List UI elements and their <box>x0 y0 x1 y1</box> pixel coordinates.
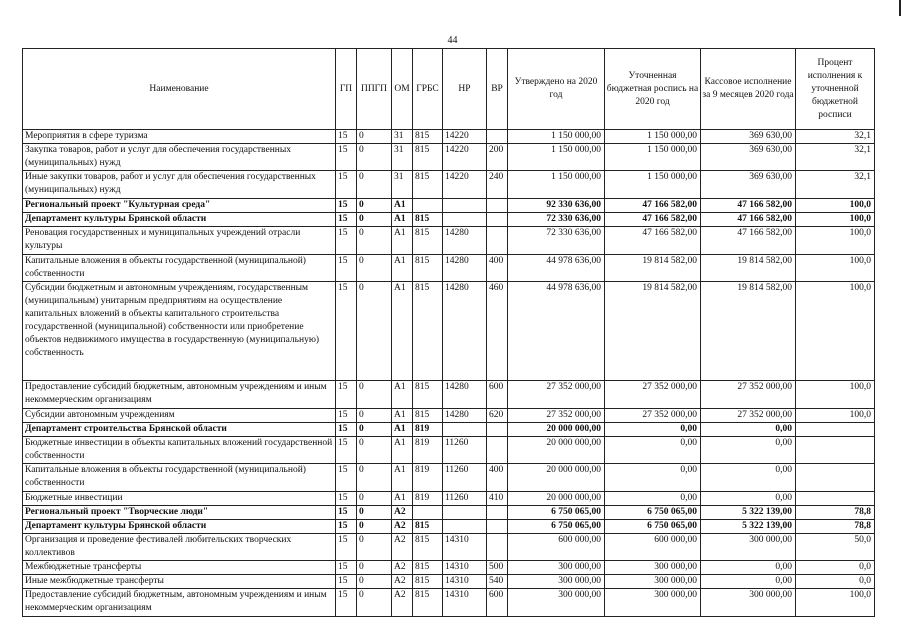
cell-percent: 78,8 <box>796 506 875 520</box>
cell-nr: 14220 <box>443 171 487 199</box>
cell-cash: 19 814 582,00 <box>701 255 796 282</box>
cell-ppgp: 0 <box>357 506 392 520</box>
cell-grbs: 819 <box>413 437 443 464</box>
cell-name: Иные межбюджетные трансферты <box>23 575 336 589</box>
cell-gp: 15 <box>336 534 357 561</box>
cell-percent: 100,0 <box>796 199 875 213</box>
cell-gp: 15 <box>336 381 357 409</box>
header-name: Наименование <box>23 49 336 130</box>
cell-vr: 200 <box>487 144 508 171</box>
header-ppgp: ППГП <box>357 49 392 130</box>
cell-ppgp: 0 <box>357 575 392 589</box>
cell-vr: 540 <box>487 575 508 589</box>
cell-cash: 369 630,00 <box>701 171 796 199</box>
cell-percent: 32,1 <box>796 171 875 199</box>
cell-name: Предоставление субсидий бюджетным, автономным учреждениям и иным некоммерческим организациям <box>23 381 336 409</box>
cell-gp: 15 <box>336 130 357 144</box>
cell-grbs: 815 <box>413 381 443 409</box>
table-row <box>23 423 875 437</box>
cell-name: Региональный проект "Культурная среда" <box>23 199 336 213</box>
cell-name: Региональный проект "Творческие люди" <box>23 506 336 520</box>
cell-approved: 1 150 000,00 <box>508 130 605 144</box>
cell-nr <box>443 506 487 520</box>
cell-om: A1 <box>392 213 413 227</box>
cell-ppgp: 0 <box>357 282 392 381</box>
cell-vr: 400 <box>487 255 508 282</box>
cell-percent: 32,1 <box>796 144 875 171</box>
cell-vr: 460 <box>487 282 508 381</box>
cell-vr <box>487 199 508 213</box>
cell-percent: 0,0 <box>796 575 875 589</box>
cell-gp: 15 <box>336 282 357 381</box>
cell-nr: 14280 <box>443 282 487 381</box>
cell-ppgp: 0 <box>357 227 392 255</box>
cell-approved: 72 330 636,00 <box>508 213 605 227</box>
cell-gp: 15 <box>336 589 357 617</box>
cell-vr <box>487 423 508 437</box>
cell-name: Мероприятия в сфере туризма <box>23 130 336 144</box>
cell-om: A1 <box>392 199 413 213</box>
cell-om: A1 <box>392 227 413 255</box>
cell-vr <box>487 227 508 255</box>
cell-om: A1 <box>392 423 413 437</box>
table-row <box>23 199 875 213</box>
header-refined: Уточненная бюджетная роспись на 2020 год <box>605 49 701 130</box>
table-row <box>23 171 875 199</box>
cell-grbs: 815 <box>413 255 443 282</box>
cell-approved: 1 150 000,00 <box>508 144 605 171</box>
cell-cash: 0,00 <box>701 437 796 464</box>
cell-ppgp: 0 <box>357 255 392 282</box>
table-row <box>23 437 875 464</box>
cell-ppgp: 0 <box>357 381 392 409</box>
cell-name: Капитальные вложения в объекты государственной (муниципальной) собственности <box>23 255 336 282</box>
header-percent: Процент исполнения к уточненной бюджетной росписи <box>796 49 875 130</box>
cell-name: Межбюджетные трансферты <box>23 561 336 575</box>
cell-ppgp: 0 <box>357 437 392 464</box>
cell-vr: 600 <box>487 381 508 409</box>
cell-ppgp: 0 <box>357 534 392 561</box>
cell-nr <box>443 520 487 534</box>
cell-gp: 15 <box>336 255 357 282</box>
cell-grbs: 815 <box>413 144 443 171</box>
cell-cash: 369 630,00 <box>701 130 796 144</box>
cell-cash: 0,00 <box>701 492 796 506</box>
cell-refined: 300 000,00 <box>605 589 701 617</box>
cell-gp: 15 <box>336 171 357 199</box>
cell-vr <box>487 534 508 561</box>
cell-om: A1 <box>392 464 413 492</box>
cell-om: 31 <box>392 130 413 144</box>
cell-vr: 240 <box>487 171 508 199</box>
cell-grbs: 815 <box>413 409 443 423</box>
cell-vr <box>487 520 508 534</box>
cell-cash: 0,00 <box>701 423 796 437</box>
cell-percent: 32,1 <box>796 130 875 144</box>
cell-percent: 100,0 <box>796 282 875 381</box>
cell-nr: 14310 <box>443 534 487 561</box>
cell-approved: 20 000 000,00 <box>508 423 605 437</box>
cell-ppgp: 0 <box>357 171 392 199</box>
budget-execution-table <box>22 48 875 617</box>
cell-name: Иные закупки товаров, работ и услуг для обеспечения государственных (муниципальных) нужд <box>23 171 336 199</box>
cell-om: A1 <box>392 282 413 381</box>
cell-cash: 5 322 139,00 <box>701 520 796 534</box>
cell-gp: 15 <box>336 561 357 575</box>
cell-gp: 15 <box>336 575 357 589</box>
cell-nr: 14310 <box>443 561 487 575</box>
cell-om: A2 <box>392 520 413 534</box>
cell-cash: 369 630,00 <box>701 144 796 171</box>
cell-name: Организация и проведение фестивалей любительских творческих коллективов <box>23 534 336 561</box>
cell-om: A1 <box>392 492 413 506</box>
table-row <box>23 144 875 171</box>
cell-name: Субсидии автономным учреждениям <box>23 409 336 423</box>
header-nr: НР <box>443 49 487 130</box>
cell-refined: 27 352 000,00 <box>605 409 701 423</box>
cell-refined: 47 166 582,00 <box>605 227 701 255</box>
cell-nr: 14310 <box>443 575 487 589</box>
cell-grbs: 815 <box>413 130 443 144</box>
cell-grbs: 819 <box>413 464 443 492</box>
cell-grbs: 815 <box>413 520 443 534</box>
cell-refined: 47 166 582,00 <box>605 199 701 213</box>
cell-name: Реновация государственных и муниципальных учреждений отрасли культуры <box>23 227 336 255</box>
cell-percent: 100,0 <box>796 409 875 423</box>
cell-cash: 300 000,00 <box>701 534 796 561</box>
cell-cash: 19 814 582,00 <box>701 282 796 381</box>
cell-grbs: 815 <box>413 534 443 561</box>
cell-om: A2 <box>392 561 413 575</box>
cell-nr: 14220 <box>443 144 487 171</box>
cell-grbs: 819 <box>413 423 443 437</box>
cell-name: Бюджетные инвестиции <box>23 492 336 506</box>
cell-approved: 300 000,00 <box>508 575 605 589</box>
cell-ppgp: 0 <box>357 144 392 171</box>
table-row <box>23 227 875 255</box>
cell-om: A2 <box>392 506 413 520</box>
cell-refined: 27 352 000,00 <box>605 381 701 409</box>
cell-percent: 100,0 <box>796 255 875 282</box>
cell-approved: 1 150 000,00 <box>508 171 605 199</box>
cell-grbs: 815 <box>413 227 443 255</box>
cell-vr: 620 <box>487 409 508 423</box>
cell-nr: 11260 <box>443 437 487 464</box>
cell-grbs: 815 <box>413 282 443 381</box>
table-row <box>23 381 875 409</box>
table-row <box>23 575 875 589</box>
cell-nr <box>443 199 487 213</box>
cell-cash: 27 352 000,00 <box>701 409 796 423</box>
table-row <box>23 213 875 227</box>
cell-approved: 6 750 065,00 <box>508 506 605 520</box>
cell-ppgp: 0 <box>357 409 392 423</box>
cell-nr: 14280 <box>443 409 487 423</box>
cell-percent: 78,8 <box>796 520 875 534</box>
cell-cash: 0,00 <box>701 575 796 589</box>
cell-percent: 100,0 <box>796 589 875 617</box>
table-row <box>23 589 875 617</box>
cell-refined: 1 150 000,00 <box>605 171 701 199</box>
cell-nr: 14310 <box>443 589 487 617</box>
cell-percent: 100,0 <box>796 381 875 409</box>
cell-ppgp: 0 <box>357 492 392 506</box>
cell-vr: 600 <box>487 589 508 617</box>
cell-approved: 6 750 065,00 <box>508 520 605 534</box>
cell-name: Закупка товаров, работ и услуг для обеспечения государственных (муниципальных) нужд <box>23 144 336 171</box>
cell-gp: 15 <box>336 144 357 171</box>
cell-gp: 15 <box>336 464 357 492</box>
cell-refined: 300 000,00 <box>605 575 701 589</box>
cell-grbs: 815 <box>413 171 443 199</box>
table-row <box>23 534 875 561</box>
cell-cash: 0,00 <box>701 464 796 492</box>
cell-approved: 300 000,00 <box>508 589 605 617</box>
cell-ppgp: 0 <box>357 213 392 227</box>
cell-vr <box>487 506 508 520</box>
cell-refined: 1 150 000,00 <box>605 144 701 171</box>
cell-grbs: 815 <box>413 213 443 227</box>
cell-grbs <box>413 506 443 520</box>
cell-cash: 300 000,00 <box>701 589 796 617</box>
cell-refined: 1 150 000,00 <box>605 130 701 144</box>
cell-cash: 0,00 <box>701 561 796 575</box>
cell-ppgp: 0 <box>357 423 392 437</box>
table-row <box>23 506 875 520</box>
cell-percent <box>796 423 875 437</box>
cell-percent <box>796 437 875 464</box>
cell-gp: 15 <box>336 213 357 227</box>
cell-om: A1 <box>392 255 413 282</box>
cell-vr <box>487 213 508 227</box>
page-number: 44 <box>447 35 458 46</box>
cell-refined: 0,00 <box>605 423 701 437</box>
cell-nr: 14280 <box>443 255 487 282</box>
cell-approved: 20 000 000,00 <box>508 492 605 506</box>
cell-gp: 15 <box>336 437 357 464</box>
cell-approved: 27 352 000,00 <box>508 409 605 423</box>
table-header-row <box>23 49 875 130</box>
table-row <box>23 255 875 282</box>
cell-ppgp: 0 <box>357 199 392 213</box>
cell-refined: 6 750 065,00 <box>605 506 701 520</box>
table-row <box>23 561 875 575</box>
cell-vr <box>487 437 508 464</box>
header-cash: Кассовое исполнение за 9 месяцев 2020 года <box>701 49 796 130</box>
cell-cash: 47 166 582,00 <box>701 213 796 227</box>
cell-gp: 15 <box>336 199 357 213</box>
cell-gp: 15 <box>336 227 357 255</box>
cell-percent: 0,0 <box>796 561 875 575</box>
cell-nr <box>443 423 487 437</box>
cell-gp: 15 <box>336 520 357 534</box>
cell-name: Предоставление субсидий бюджетным, автономным учреждениям и иным некоммерческим организациям <box>23 589 336 617</box>
cell-om: A2 <box>392 589 413 617</box>
cell-vr <box>487 130 508 144</box>
cell-grbs: 815 <box>413 589 443 617</box>
header-gp: ГП <box>336 49 357 130</box>
cell-ppgp: 0 <box>357 589 392 617</box>
cell-cash: 27 352 000,00 <box>701 381 796 409</box>
header-om: ОМ <box>392 49 413 130</box>
cell-cash: 47 166 582,00 <box>701 199 796 213</box>
table-row <box>23 130 875 144</box>
cell-om: A2 <box>392 575 413 589</box>
cell-ppgp: 0 <box>357 520 392 534</box>
cell-name: Департамент культуры Брянской области <box>23 520 336 534</box>
cell-cash: 47 166 582,00 <box>701 227 796 255</box>
cell-refined: 300 000,00 <box>605 561 701 575</box>
cell-refined: 19 814 582,00 <box>605 255 701 282</box>
cell-name: Департамент культуры Брянской области <box>23 213 336 227</box>
cell-refined: 0,00 <box>605 437 701 464</box>
cell-approved: 600 000,00 <box>508 534 605 561</box>
table-row <box>23 282 875 381</box>
header-vr: ВР <box>487 49 508 130</box>
table-row <box>23 492 875 506</box>
cell-percent <box>796 492 875 506</box>
cell-approved: 44 978 636,00 <box>508 282 605 381</box>
cell-grbs <box>413 199 443 213</box>
cell-ppgp: 0 <box>357 464 392 492</box>
cell-om: A1 <box>392 381 413 409</box>
cell-name: Субсидии бюджетным и автономным учреждениям, государственным (муниципальным) унитарным предприятиям на осуществление капитальных вложений в объекты капитального строительства государственной (муниципальной) собственности или приобретение объектов недвижимого имущества в государственную (муниципальную) собственность <box>23 282 336 381</box>
table-row <box>23 464 875 492</box>
cell-approved: 20 000 000,00 <box>508 437 605 464</box>
cell-refined: 600 000,00 <box>605 534 701 561</box>
cell-percent: 100,0 <box>796 213 875 227</box>
cell-vr: 500 <box>487 561 508 575</box>
cell-refined: 0,00 <box>605 492 701 506</box>
cell-refined: 47 166 582,00 <box>605 213 701 227</box>
cell-gp: 15 <box>336 423 357 437</box>
table-row <box>23 409 875 423</box>
cell-nr: 11260 <box>443 464 487 492</box>
cell-ppgp: 0 <box>357 561 392 575</box>
cell-approved: 92 330 636,00 <box>508 199 605 213</box>
cell-cash: 5 322 139,00 <box>701 506 796 520</box>
cell-refined: 0,00 <box>605 464 701 492</box>
cell-ppgp: 0 <box>357 130 392 144</box>
cell-vr: 410 <box>487 492 508 506</box>
header-grbs: ГРБС <box>413 49 443 130</box>
cell-approved: 72 330 636,00 <box>508 227 605 255</box>
cell-grbs: 815 <box>413 575 443 589</box>
table-row <box>23 520 875 534</box>
cell-om: A2 <box>392 534 413 561</box>
cell-om: A1 <box>392 437 413 464</box>
cell-nr: 14280 <box>443 227 487 255</box>
cell-grbs: 815 <box>413 561 443 575</box>
cell-nr: 11260 <box>443 492 487 506</box>
cell-nr: 14220 <box>443 130 487 144</box>
cell-percent: 50,0 <box>796 534 875 561</box>
cell-om: 31 <box>392 171 413 199</box>
cell-name: Бюджетные инвестиции в объекты капитальных вложений государственной собственности <box>23 437 336 464</box>
cell-gp: 15 <box>336 506 357 520</box>
cell-name: Капитальные вложения в объекты государственной (муниципальной) собственности <box>23 464 336 492</box>
cell-approved: 20 000 000,00 <box>508 464 605 492</box>
cell-gp: 15 <box>336 409 357 423</box>
cell-gp: 15 <box>336 492 357 506</box>
cell-approved: 300 000,00 <box>508 561 605 575</box>
cell-om: 31 <box>392 144 413 171</box>
cell-vr: 400 <box>487 464 508 492</box>
cell-percent: 100,0 <box>796 227 875 255</box>
page-edge-mark <box>899 0 901 16</box>
cell-refined: 6 750 065,00 <box>605 520 701 534</box>
cell-om: A1 <box>392 409 413 423</box>
cell-nr <box>443 213 487 227</box>
cell-approved: 44 978 636,00 <box>508 255 605 282</box>
cell-name: Департамент строительства Брянской области <box>23 423 336 437</box>
cell-refined: 19 814 582,00 <box>605 282 701 381</box>
header-approved: Утверждено на 2020 год <box>508 49 605 130</box>
cell-grbs: 819 <box>413 492 443 506</box>
cell-percent <box>796 464 875 492</box>
cell-nr: 14280 <box>443 381 487 409</box>
cell-approved: 27 352 000,00 <box>508 381 605 409</box>
